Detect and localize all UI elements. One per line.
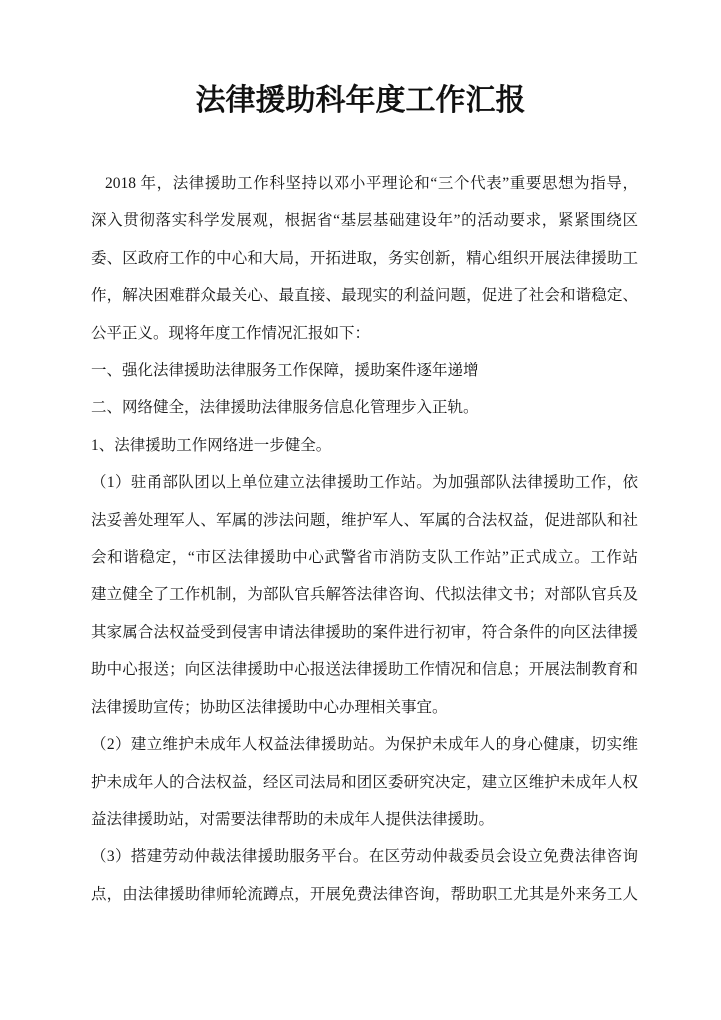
doc-heading-line: 1、法律援助工作网络进一步健全。	[91, 436, 332, 454]
doc-line: 2018 年，法律援助工作科坚持以邓小平理论和“三个代表”重要思想为指导，	[105, 175, 638, 192]
doc-line: 法律援助宣传；协助区法律援助中心办理相关事宜。	[91, 698, 448, 716]
doc-heading-line: 一、强化法律援助法律服务工作保障，援助案件逐年递增	[91, 362, 479, 380]
doc-line: 点，由法律援助律师轮流蹲点，开展免费法律咨询，帮助职工尤其是外来务工人	[91, 885, 638, 903]
doc-line: （3）搭建劳动仲裁法律援助服务平台。在区劳动仲裁委员会设立免费法律咨询	[91, 848, 638, 866]
doc-line: 助中心报送；向区法律援助中心报送法律援助工作情况和信息；开展法制教育和	[91, 661, 638, 679]
document-body	[91, 165, 638, 913]
doc-line: 深入贯彻落实科学发展观，根据省“基层基础建设年”的活动要求，紧紧围绕区	[91, 212, 638, 230]
doc-line: 建立健全了工作机制，为部队官兵解答法律咨询、代拟法律文书；对部队官兵及	[91, 586, 638, 604]
doc-heading-line: 二、网络健全，法律援助法律服务信息化管理步入正轨。	[91, 399, 479, 417]
doc-line: （1）驻甬部队团以上单位建立法律援助工作站。为加强部队法律援助工作，依	[91, 474, 638, 492]
doc-line: 会和谐稳定，“市区法律援助中心武警省市消防支队工作站”正式成立。工作站	[91, 549, 638, 567]
document-title: 法律援助科年度工作汇报	[195, 84, 526, 117]
doc-line: 其家属合法权益受到侵害申请法律援助的案件进行初审，符合条件的向区法律援	[91, 623, 638, 641]
doc-line: 委、区政府工作的中心和大局，开拓进取，务实创新，精心组织开展法律援助工	[91, 249, 638, 267]
doc-line: 法妥善处理军人、军属的涉法问题，维护军人、军属的合法权益，促进部队和社	[91, 511, 638, 529]
doc-line: 作，解决困难群众最关心、最直接、最现实的利益问题，促进了社会和谐稳定、	[91, 287, 638, 305]
doc-line: 益法律援助站，对需要法律帮助的未成年人提供法律援助。	[91, 810, 495, 828]
doc-line: 公平正义。现将年度工作情况汇报如下：	[91, 324, 371, 342]
doc-line: （2）建立维护未成年人权益法律援助站。为保护未成年人的身心健康，切实维	[91, 736, 638, 754]
doc-line: 护未成年人的合法权益，经区司法局和团区委研究决定，建立区维护未成年人权	[91, 773, 638, 791]
